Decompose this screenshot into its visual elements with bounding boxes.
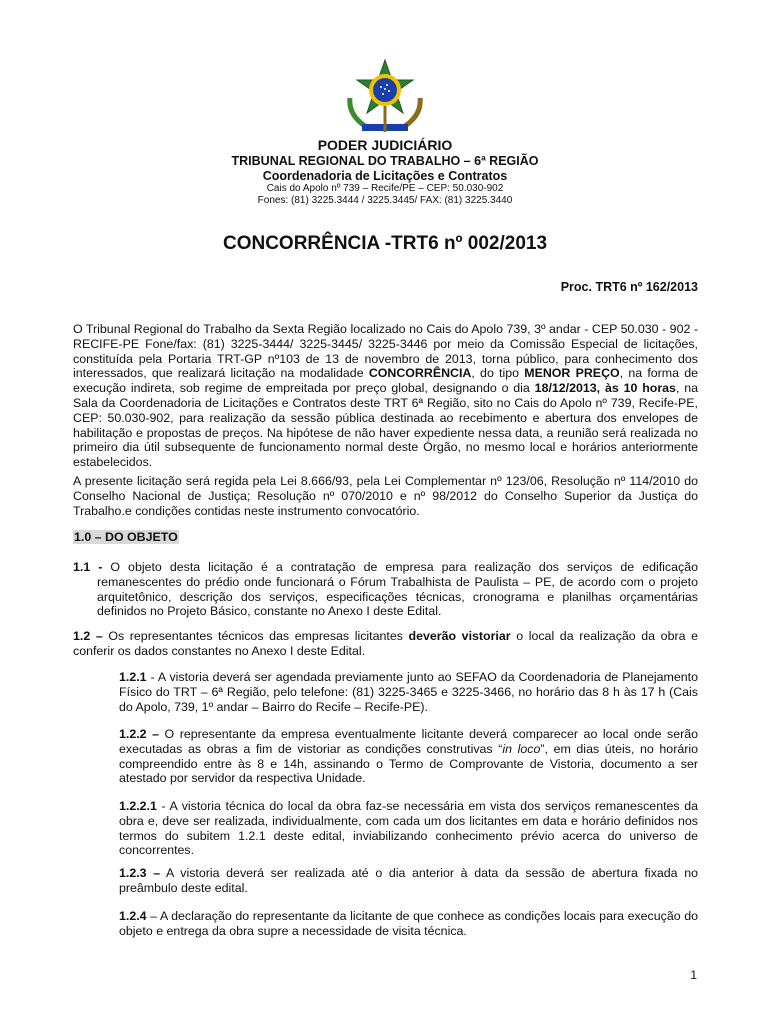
item-1-1: 1.1 - O objeto desta licitação é a contratação de empresa para realização dos serviços de edificação remanescentes do prédio onde funcionará o Fórum Trabalhista de Paulista – PE, de acordo com o projeto arquitetônico, descrição dos serviços, especificações técnicas, cronograma e planilhas orçamentárias definidos no Projeto Básico, constante no Anexo I deste Edital. bbox=[73, 560, 698, 619]
section-heading: 1.0 – DO OBJETO bbox=[74, 530, 178, 544]
header-tribunal: TRIBUNAL REGIONAL DO TRABALHO – 6ª REGIÃO bbox=[231, 154, 539, 168]
item-1-2-3: 1.2.3 – A vistoria deverá ser realizada até o dia anterior à data da sessão de abertura fixada no preâmbulo deste edital. bbox=[119, 866, 698, 895]
item-1-2-2-1: 1.2.2.1 - A vistoria técnica do local da obra faz-se necessária em vista dos serviços remanescentes da obra e, deve ser realizada, individualmente, com cada um dos licitantes em data e horário definidos nos termos do subitem 1.2.1 deste edital, inviabilizando conhecimento prévio acerca do universo de concorrentes. bbox=[119, 799, 698, 858]
page-number: 1 bbox=[690, 968, 697, 982]
header-phones: Fones: (81) 3225.3444 / 3225.3445/ FAX: (81) 3225.3440 bbox=[257, 195, 513, 206]
brazil-coat-of-arms-emblem bbox=[340, 58, 430, 138]
item-1-2-4: 1.2.4 – A declaração do representante da licitante de que conhece as condições locais para execução do objeto e entrega da obra supre a necessidade de visita técnica. bbox=[119, 909, 698, 938]
header-department: Coordenadoria de Licitações e Contratos bbox=[262, 169, 508, 183]
legal-basis-paragraph: A presente licitação será regida pela Lei 8.666/93, pela Lei Complementar nº 123/06, Resolução nº 114/2010 do Conselho Nacional de Justiça; Resolução nº 070/2010 e nº 98/2012 do Conselho Superior da Justiça do Trabalho.e condições contidas neste instrumento convocatório. bbox=[73, 474, 698, 518]
document-title: CONCORRÊNCIA -TRT6 nº 002/2013 bbox=[222, 233, 548, 254]
header-address: Cais do Apolo nº 739 – Recife/PE – CEP: 50.030-902 bbox=[266, 183, 504, 194]
item-1-2-2: 1.2.2 – O representante da empresa eventualmente licitante deverá comparecer ao local onde serão executadas as obras a fim de vistoriar as condições construtivas “in loco”, em dias úteis, no horário compreendido entre às 8 e 14h, assinando o Termo de Comprovante de Vistoria, documento a ser atestado por servidor da respectiva Unidade. bbox=[119, 727, 698, 786]
header-institution: PODER JUDICIÁRIO bbox=[317, 137, 453, 153]
item-1-2: 1.2 – Os representantes técnicos das empresas licitantes deverão vistoriar o local da realização da obra e conferir os dados constantes no Anexo I deste Edital. bbox=[73, 629, 698, 658]
item-1-2-1: 1.2.1 - A vistoria deverá ser agendada previamente junto ao SEFAO da Coordenadoria de Planejamento Físico do TRT – 6ª Região, pelo telefone: (81) 3225-3465 e 3225-3466, no horário das 8 h às 17 h (Cais do Apolo, 739, 1º andar – Bairro do Recife – Recife-PE). bbox=[119, 670, 698, 714]
process-number: Proc. TRT6 nº 162/2013 bbox=[560, 280, 698, 294]
preamble-paragraph: O Tribunal Regional do Trabalho da Sexta Região localizado no Cais do Apolo 739, 3º andar - CEP 50.030 - 902 - RECIFE-PE Fone/fax: (81) 3225-3444/ 3225-3445/ 3225-3446 por meio da Comissão Especial de licitações, constituída pela Portaria TRT-GP nº103 de 13 de novembro de 2013, torna público, para conhecimento dos interessados, que realizará licitação na modalidade CONCORRÊNCIA, do tipo MENOR PREÇO, na forma de execução indireta, sob regime de empreitada por preço global, designando o dia 18/12/2013, às 10 horas, na Sala da Coordenadoria de Licitações e Contratos deste TRT 6ª Região, sito no Cais do Apolo nº 739, Recife-PE, CEP: 50.030-902, para realização da sessão pública destinada ao recebimento e abertura dos envelopes de habilitação e propostas de preços. Na hipótese de não haver expediente nessa data, a reunião será realizada no primeiro dia útil subsequente de funcionamento normal deste Órgão, no mesmo local e horários anteriormente estabelecidos. bbox=[73, 322, 698, 470]
